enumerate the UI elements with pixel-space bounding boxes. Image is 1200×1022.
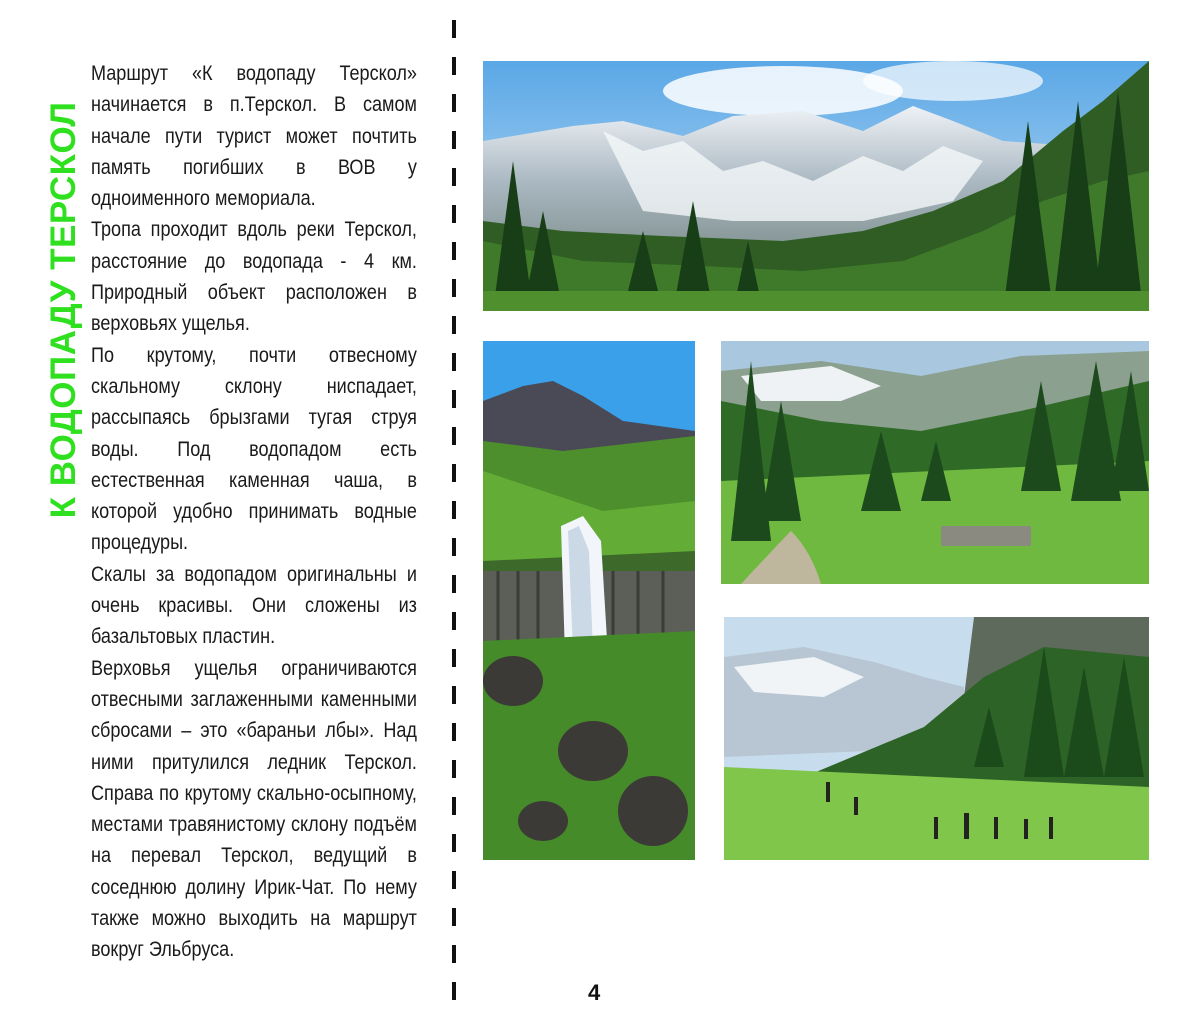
page-number: 4 <box>588 980 601 1005</box>
page-title: К ВОДОПАДУ ТЕРСКОЛ <box>44 101 83 519</box>
photo-waterfall <box>483 341 695 860</box>
dashed-divider <box>452 20 456 1005</box>
paragraph-5: Верховья ущелья ограничиваются отвесными заглаженными каменными сбросами – это «бараньи лбы». Над ними притулился ледник Терскол. Справа по крутому скально-осыпному, местами травянистому склону подъём на перевал Терскол, ведущий в соседнюю долину Ирик-Чат. По нему также можно выходить на маршрут вокруг Эльбруса. <box>91 656 417 962</box>
paragraph-4: Скалы за водопадом оригинальны и очень красивы. Они сложены из базальтовых пластин. <box>91 562 417 649</box>
paragraph-2: Тропа проходит вдоль реки Терскол, расстояние до водопада - 4 км. Природный объект расположен в верховьях ущелья. <box>91 218 417 336</box>
photo-valley-trail <box>721 341 1149 584</box>
photo-mountain-panorama <box>483 61 1149 311</box>
article-text <box>91 58 417 966</box>
paragraph-1: Маршрут «К водопаду Терскол» начинается в п.Терскол. В самом начале пути турист может почтить память погибших в ВОВ у одноименного мемориала. <box>91 62 417 211</box>
vertical-title <box>44 60 84 560</box>
paragraph-3: По крутому, почти отвесному скальному склону ниспадает, рассыпаясь брызгами тугая струя воды. Под водопадом есть естественная каменная чаша, в которой удобно принимать водные процедуры. <box>91 343 417 555</box>
photo-hikers-meadow <box>724 617 1149 860</box>
